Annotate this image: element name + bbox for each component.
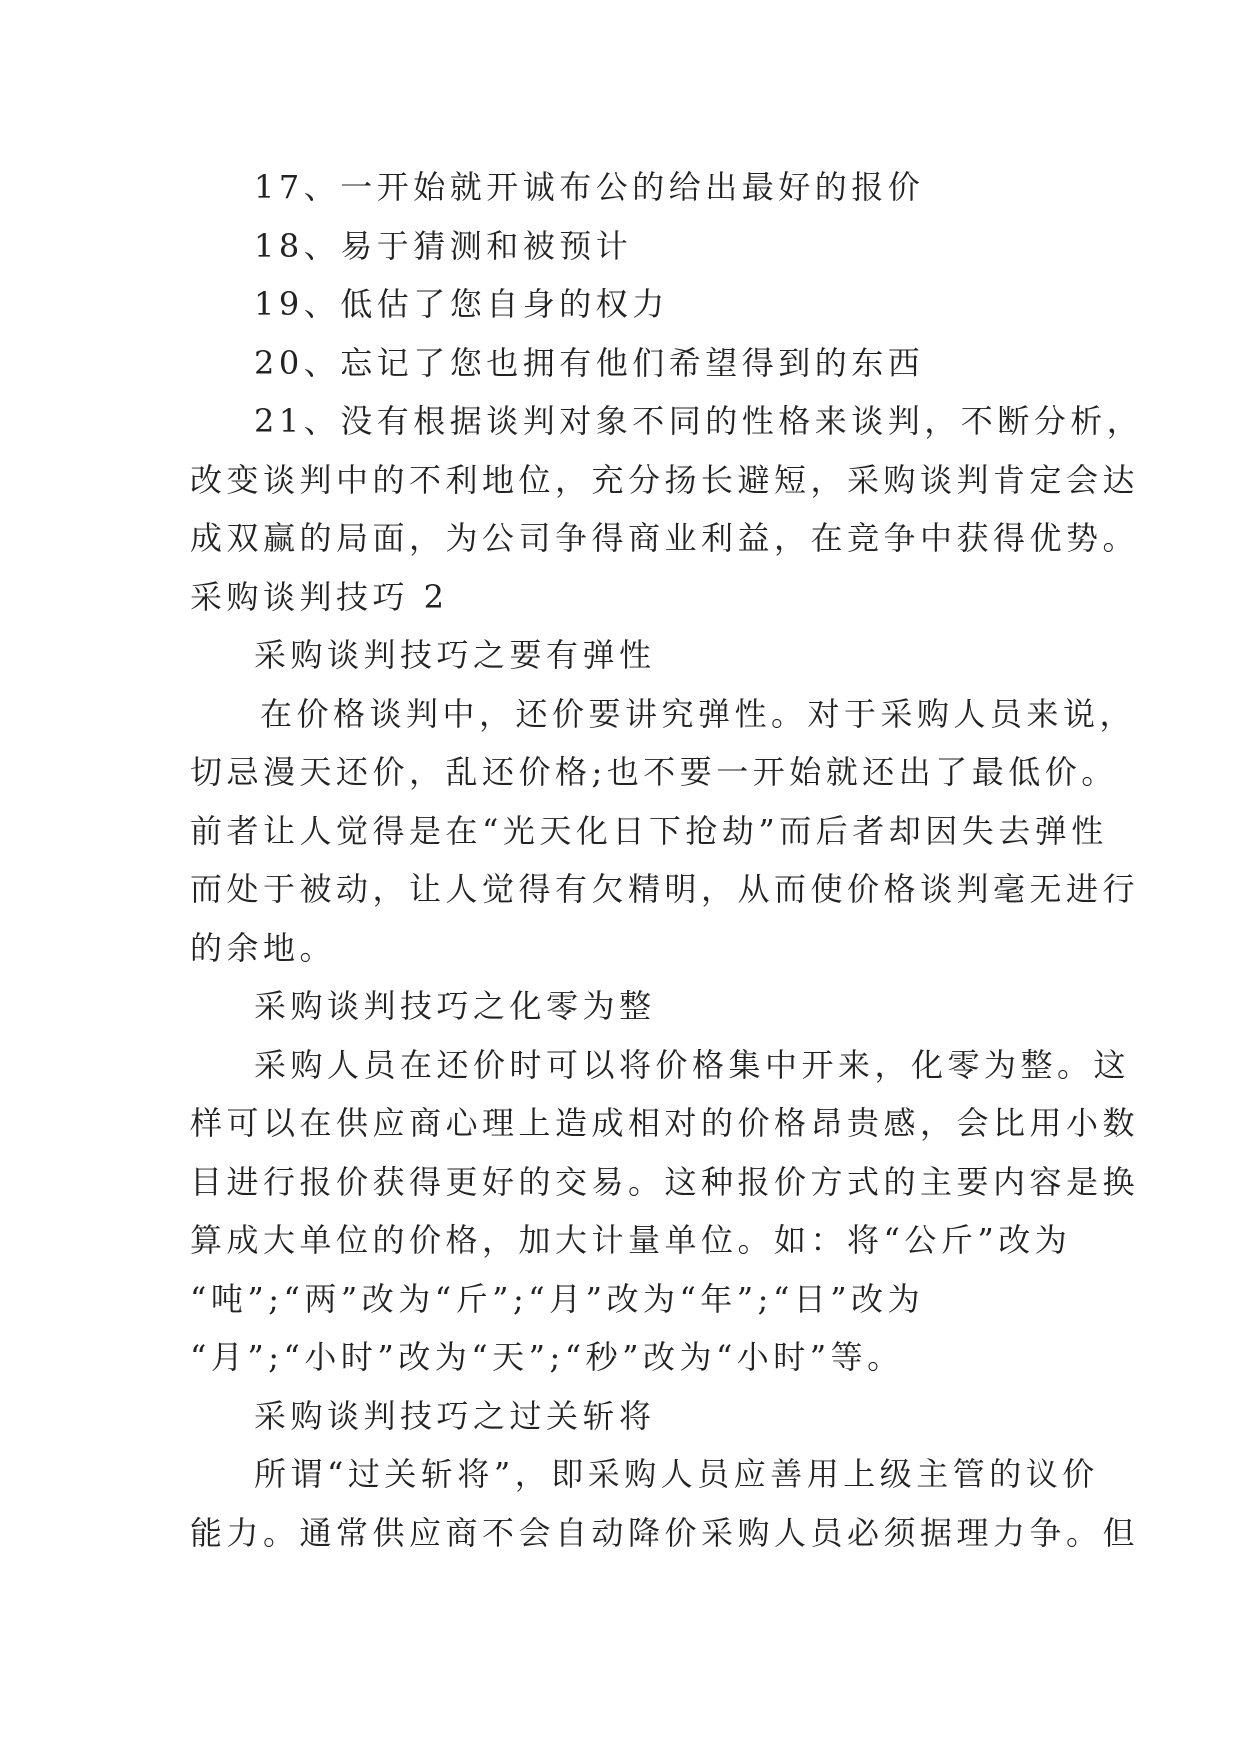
paragraph-consolidate-line-3: 目进行报价获得更好的交易。这种报价方式的主要内容是换 bbox=[190, 1162, 1140, 1201]
paragraph-consolidate-line-6: “月”;“小时”改为“天”;“秒”改为“小时”等。 bbox=[190, 1338, 904, 1376]
paragraph-elasticity-line-5: 的余地。 bbox=[190, 928, 337, 967]
subheading-elasticity: 采购谈判技巧之要有弹性 bbox=[254, 636, 656, 674]
paragraph-pass-levels-line-1: 所谓“过关斩将”，即采购人员应善用上级主管的议价 bbox=[254, 1455, 1099, 1493]
paragraph-pass-levels-line-2: 能力。通常供应商不会自动降价采购人员必须据理力争。但 bbox=[190, 1513, 1140, 1552]
list-item-18: 18、易于猜测和被预计 bbox=[254, 226, 633, 265]
paragraph-elasticity-line-1: 在价格谈判中，还价要讲究弹性。对于采购人员来说， bbox=[260, 694, 1137, 733]
paragraph-consolidate-line-2: 样可以在供应商心理上造成相对的价格昂贵感，会比用小数 bbox=[190, 1104, 1140, 1142]
subheading-consolidate: 采购谈判技巧之化零为整 bbox=[254, 987, 656, 1025]
paragraph-elasticity-line-4: 而处于被动，让人觉得有欠精明，从而使价格谈判毫无进行 bbox=[190, 870, 1140, 908]
document-body bbox=[190, 158, 1144, 1562]
section-title: 采购谈判技巧 2 bbox=[190, 577, 449, 616]
paragraph-consolidate-line-1: 采购人员在还价时可以将价格集中开来，化零为整。这 bbox=[254, 1045, 1131, 1084]
list-item-19: 19、低估了您自身的权力 bbox=[254, 285, 669, 323]
paragraph-elasticity-line-3: 前者让人觉得是在“光天化日下抢劫”而后者却因失去弹性 bbox=[190, 811, 1108, 850]
list-item-21-line-2: 改变谈判中的不利地位，充分扬长避短，采购谈判肯定会达 bbox=[190, 460, 1140, 499]
paragraph-elasticity-line-2: 切忌漫天还价，乱还价格;也不要一开始就还出了最低价。 bbox=[190, 753, 1118, 791]
paragraph-consolidate-line-4: 算成大单位的价格，加大计量单位。如：将“公斤”改为 bbox=[190, 1221, 1072, 1259]
list-item-21-line-3: 成双赢的局面，为公司争得商业利益，在竞争中获得优势。 bbox=[190, 519, 1140, 557]
paragraph-consolidate-line-5: “吨”;“两”改为“斤”;“月”改为“年”;“日”改为 bbox=[190, 1279, 925, 1318]
list-item-17: 17、一开始就开诚布公的给出最好的报价 bbox=[254, 168, 925, 206]
list-item-20: 20、忘记了您也拥有他们希望得到的东西 bbox=[254, 343, 925, 382]
list-item-21-line-1: 21、没有根据谈判对象不同的性格来谈判，不断分析， bbox=[254, 402, 1144, 440]
subheading-pass-levels: 采购谈判技巧之过关斩将 bbox=[254, 1396, 656, 1435]
